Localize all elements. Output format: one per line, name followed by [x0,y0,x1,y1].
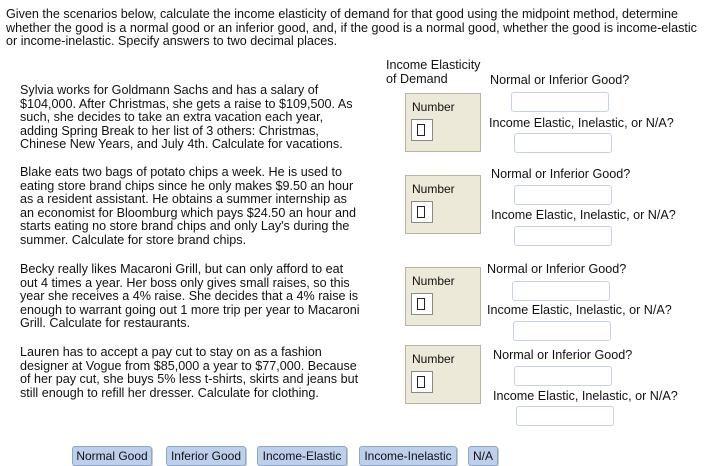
number-label: Number [412,274,455,288]
elastic-dropzone-lauren[interactable] [516,406,614,426]
normal-inferior-dropzone-lauren[interactable] [514,366,612,386]
normal-inferior-dropzone-becky[interactable] [512,281,610,301]
elasticity-input-becky[interactable] [411,293,433,315]
scenario-line: as a resident assistant. He obtains a summer internship as [20,192,347,206]
elasticity-input-sylvia[interactable] [411,119,433,141]
input-cursor-icon [417,376,425,388]
scenario-line: year she receives a 4% raise. She decides that a 4% raise is [20,289,359,303]
scenario-line: starts eating no store brand chips and only Lay's during the [20,219,350,233]
instructions: Given the scenarios below, calculate the income elasticity of demand for that good using the midpoint method, determine whether the good is a normal good or an inferior good, and, if the good is a normal good, whether the good is income-elastic or income-inelastic. Specify answers to two decimal places. [6,7,697,48]
number-label: Number [412,182,455,196]
scenario-line: Becky really likes Macaroni Grill, but can only afford to eat [20,262,344,276]
elasticity-answer-box-becky [405,267,481,326]
elastic-dropzone-sylvia[interactable] [514,133,612,153]
scenario-line: out 4 times a year. Her boss only gives small raises, so this [20,275,350,290]
input-cursor-icon [417,124,425,136]
normal-inferior-header: Normal or Inferior Good? [490,73,630,87]
scenario-line: enough to warrant going out 1 more trip per year to Macaroni [20,302,360,317]
scenario-line: eating store brand chips since he only makes $9.50 an hour [20,178,354,193]
scenario-line: Blake eats two bags of potato chips a week. He is used to [20,165,343,179]
scenario-line: Chinese New Years, and July 4th. Calculate for vacations. [20,137,343,151]
elasticity-answer-box-blake [405,175,481,234]
scenario-line: Sylvia works for Goldmann Sachs and has a salary of [20,83,319,97]
elastic-dropzone-blake[interactable] [514,226,612,246]
scenario-line: $104,000. After Christmas, she gets a raise to $109,500. As [20,96,353,111]
scenario-becky [20,263,360,331]
input-cursor-icon [417,206,425,218]
elasticity-input-blake[interactable] [411,201,433,223]
scenario-blake [20,166,356,247]
scenario-sylvia [20,84,353,152]
scenario-lauren [20,346,358,400]
elasticity-answer-box-lauren [405,345,481,404]
elastic-dropzone-becky[interactable] [513,321,611,341]
scenario-line: summer. Calculate for store brand chips. [20,232,247,247]
scenario-line: still enough to refill her dresser. Calculate for clothing. [20,385,319,400]
answer-tile-income-inelastic[interactable]: Income-Inelastic [359,446,457,466]
normal-inferior-label: Normal or Inferior Good? [493,348,633,362]
scenario-line: of her pay cut, she buys 5% less t-shirts, skirts and jeans but [20,372,359,386]
elastic-label: Income Elastic, Inelastic, or N/A? [489,116,674,130]
number-label: Number [412,100,455,114]
scenario-line: an economist for Bloomburg which pays $24.50 an hour and [20,205,357,220]
normal-inferior-dropzone-sylvia[interactable] [511,92,609,112]
elasticity-answer-box-sylvia [405,93,481,152]
answer-tile-income-elastic[interactable]: Income-Elastic [257,446,347,466]
elastic-label: Income Elastic, Inelastic, or N/A? [487,303,672,317]
elastic-label: Income Elastic, Inelastic, or N/A? [491,208,676,222]
scenario-line: Grill. Calculate for restaurants. [20,316,191,330]
elasticity-input-lauren[interactable] [411,371,433,393]
normal-inferior-label: Normal or Inferior Good? [487,262,627,276]
scenario-line: Lauren has to accept a pay cut to stay on as a fashion [20,345,322,359]
normal-inferior-dropzone-blake[interactable] [514,185,612,205]
answer-tile-normal-good[interactable]: Normal Good [72,446,152,466]
normal-inferior-label: Normal or Inferior Good? [491,167,631,181]
input-cursor-icon [417,298,425,310]
income-elasticity-header-line2: of Demand [386,71,448,86]
answer-tile-inferior-good[interactable]: Inferior Good [166,446,246,466]
number-label: Number [412,352,455,366]
answer-tile-na[interactable]: N/A [468,446,498,466]
elastic-label: Income Elastic, Inelastic, or N/A? [493,389,678,403]
income-elasticity-header [386,59,480,86]
income-elasticity-header-line1: Income Elasticity [386,58,481,72]
scenario-line: such, she decides to take an extra vacation each year, [20,110,324,124]
scenario-line: adding Spring Break to her list of 3 others: Christmas, [20,123,319,138]
scenario-line: designer at Vogue from $85,000 a year to $77,000. Because [20,358,357,373]
